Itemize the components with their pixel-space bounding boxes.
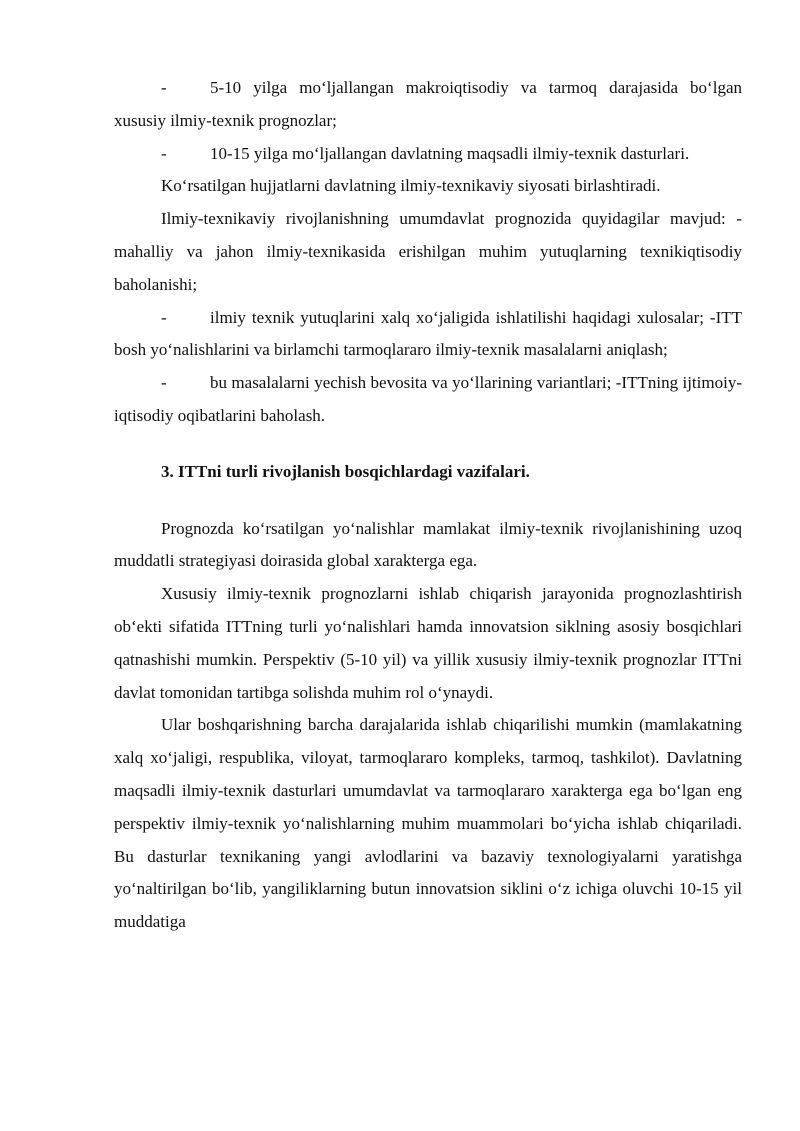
- spacer: [114, 489, 742, 513]
- list-item: [114, 367, 742, 433]
- paragraph: Ko‘rsatilgan hujjatlarni davlatning ilmiy-texnikaviy siyosati birlashtiradi.: [161, 176, 661, 196]
- list-item: [114, 138, 742, 171]
- paragraph: Ular boshqarishning barcha darajalarida ishlab chiqarilishi mumkin (mamlakatning xalq xo‘jaligi, respublika, viloyat, tarmoqlararo kompleks, tarmoq, tashkilot). Davlatning maqsadli ilmiy-texnik dasturlari umumdavlat va tarmoqlararo xarakterga ega bo‘lgan eng perspektiv ilmiy-texnik yo‘nalishlarning muhim muammolari bo‘yicha ishlab chiqariladi. Bu dasturlar texnikaning yangi avlodlarini va bazaviy texnologiyalarni yaratishga yo‘naltirilgan bo‘lib, yangiliklarning butun innovatsion siklini o‘z ichiga oluvchi 10-15 yil muddatiga: [114, 715, 742, 932]
- list-dash: -: [161, 143, 167, 163]
- list-item-text: 5-10 yilga mo‘ljallangan makroiqtisodiy va tarmoq darajasida bo‘lgan xususiy ilmiy-texnik prognozlar;: [114, 78, 742, 130]
- document-page: [114, 72, 742, 939]
- paragraph: Ilmiy-texnikaviy rivojlanishning umumdavlat prognozida quyidagilar mavjud: -mahalliy va jahon ilmiy-texnikasida erishilgan muhim yutuqlarning texnikiqtisodiy baholanishi;: [114, 209, 742, 294]
- list-dash: -: [161, 307, 167, 327]
- section-heading: 3. ITTni turli rivojlanish bosqichlardagi vazifalari.: [161, 461, 530, 481]
- list-dash: -: [161, 373, 167, 393]
- list-item-text: 10-15 yilga mo‘ljallangan davlatning maqsadli ilmiy-texnik dasturlari.: [210, 143, 690, 163]
- list-dash: -: [161, 78, 167, 97]
- list-item-text: bu masalalarni yechish bevosita va yo‘llarining variantlari; -ITTning ijtimoiy-iqtisodiy oqibatlarini baholash.: [114, 373, 742, 425]
- list-item: [114, 72, 742, 138]
- paragraph: Prognozda ko‘rsatilgan yo‘nalishlar mamlakat ilmiy-texnik rivojlanishining uzoq muddatli strategiyasi doirasida global xarakterga ega.: [114, 518, 742, 571]
- list-item-text: ilmiy texnik yutuqlarini xalq xo‘jaligida ishlatilishi haqidagi xulosalar; -ITT bosh yo‘nalishlarini va birlamchi tarmoqlararo ilmiy-texnik masalalarni aniqlash;: [114, 307, 742, 360]
- paragraph: Xususiy ilmiy-texnik prognozlarni ishlab chiqarish jarayonida prognozlashtirish ob‘ekti sifatida ITTning turli yo‘nalishlari hamda innovatsion siklning asosiy bosqichlari qatnashishi mumkin. Perspektiv (5-10 yil) va yillik xususiy ilmiy-texnik prognozlar ITTni davlat tomonidan tartibga solishda muhim rol o‘ynaydi.: [114, 584, 742, 702]
- spacer: [114, 433, 742, 456]
- list-item: [114, 302, 742, 368]
